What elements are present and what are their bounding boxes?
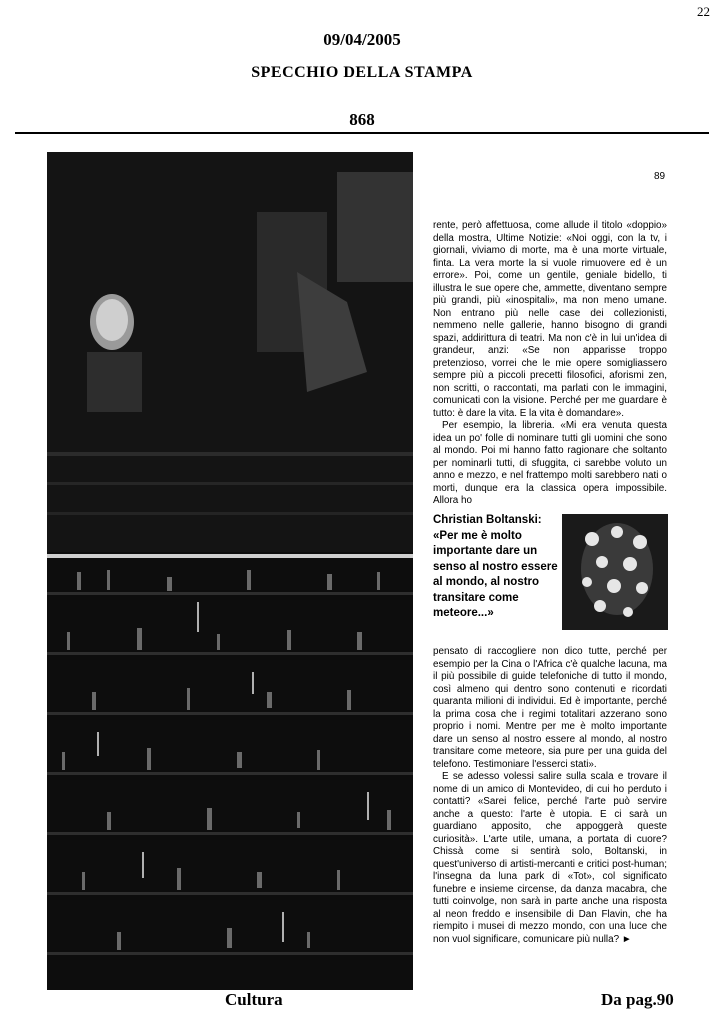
paragraph: E se adesso volessi salire sulla scala e trovare il nome di un amico di Montevideo, di cui ho perduto i contatti? «Sarei felice, perché l'arte può servire anche a questo: l'arte è utopia. E ci sarà un guardiano apposito, che appoggerà queste curiosità». L'arte utile, umana, a portata di cuore? Chissà come si sentirà solo, Boltanski, in quest'universo di artisti-mercanti e critici post-human; l'insegna da luna park di «Tot», col significato funebre e insieme circense, da danza macabra, che tutti coinvolge, non sarà in parte anche una risposta al neon freddo e insensibile di Dan Flavin, che ha riempito i musei di mezzo mondo, con una luce che non vuol significare, comunicare più nulla? ► xyxy=(433,771,667,945)
clipping-source: SPECCHIO DELLA STAMPA xyxy=(251,64,473,81)
pull-quote: Christian Boltanski: «Per me è molto importante dare un senso al nostro essere al mondo, al nostro transitare come meteore...» xyxy=(433,514,558,619)
paragraph: pensato di raccogliere non dico tutte, perché per esempio per la Cina o l'Africa c'è qualche lacuna, ma il più possibile di guide telefoniche di tutto il mondo, così almeno qui dentro sono contenuti e ricordati quaranta milioni di individui. Ed è importante, perché la prima cosa che i regimi totalitari azzerano sono proprio i nomi. Mentre per me è molto importante dare un senso al nostro essere al mondo, al nostro transitare come meteore, sia pure per una guida del telefono. Testimoniare l'esserci stati». xyxy=(433,646,667,770)
clipping-date: 09/04/2005 xyxy=(323,30,401,49)
page-number: 22 xyxy=(697,4,710,19)
article-photo xyxy=(47,152,413,990)
paragraph: Per esempio, la libreria. «Mi era venuta questa idea un po' folle di nominare tutti gli uomini che sono al mondo. Poi mi hanno fatto ragionare che soltanto per nominarli tutti, di sfuggita, ci sarebbe voluto un anno e mezzo, e nel frattempo molti sarebbero nati o morti, dunque era la classica opera impossibile. Allora ho xyxy=(433,420,667,506)
boltanski-portrait xyxy=(562,514,668,630)
header-rule xyxy=(15,132,709,134)
article-column-bottom xyxy=(433,646,667,946)
footer-reference: Da pag.90 xyxy=(601,990,674,1009)
article-page-number: 89 xyxy=(654,171,666,182)
article-column-top xyxy=(433,220,667,508)
paragraph: rente, però affettuosa, come allude il titolo «doppio» della mostra, Ultime Notizie: «Noi oggi, con la tv, i giornali, viviamo di morte, ma è una morte virtuale, finta. La vera morte la si vuole rimuovere ed è un errore». Poi, come un gentile, geniale bidello, ti illustra le sue opere che, ammette, diventano sempre più grandi, più «inospitali», ma non meno umane. Non entrano più nelle case dei collezionisti, nemmeno nelle gallerie, hanno bisogno di grandi spazi, addirittura di teatri. Ma non c'è in lui un'idea di grandeur, anzi: «Se non apparisse troppo pretenzioso, vorrei che le mie opere somigliassero sempre più a piccoli precetti filosofici, aforismi zen, non scritti, o raccontati, ma parlati con le immagini, comunicati con la visione. Perché per me guardare è tutto: è dare la vita. E la vita è domandare». xyxy=(433,220,667,419)
footer-section: Cultura xyxy=(225,990,283,1009)
clipping-code: 868 xyxy=(349,110,375,129)
